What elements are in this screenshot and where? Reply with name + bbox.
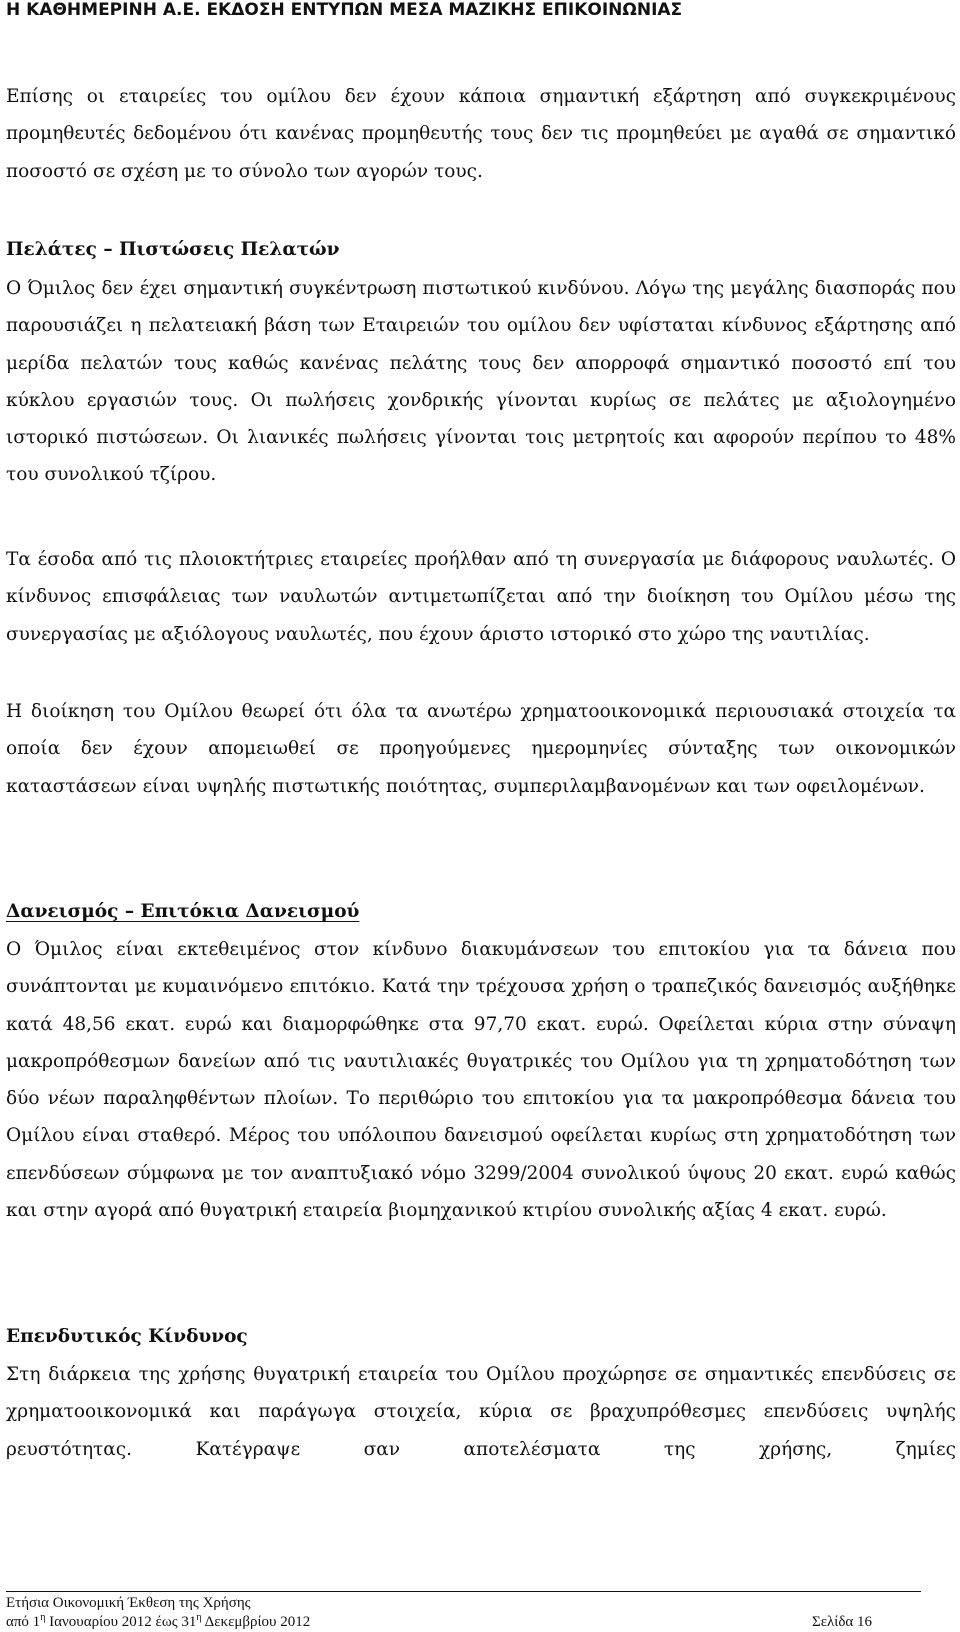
footer-period: από $1^\eta$ Ιανουαρίου 2012 έως $31^\eta$ Δεκεμβρίου 2012 bbox=[6, 1612, 311, 1630]
heading-borrowing-text: Δανεισμός – Επιτόκια Δανεισμού bbox=[6, 901, 360, 922]
paragraph-credit-risk: Ο Όμιλος δεν έχει σημαντική συγκέντρωση πιστωτικού κινδύνου. Λόγω της μεγάλης διασποράς που παρουσιάζει η πελατειακή βάση των Εταιρειών του ομίλου δεν υφίσταται κίνδυνος εξάρτησης από μερίδα πελατών τους καθώς κανένας πελάτης τους δεν απορροφά σημαντικό ποσοστό επί του κύκλου εργασιών τους. Οι πωλήσεις χονδρικής γίνονται κυρίως σε πελάτες με αξιολογημένο ιστορικό πιστώσεων. Οι λιανικές πωλήσεις γίνονται τοις μετρητοίς και αφορούν περίπου το 48% του συνολικού τζίρου. bbox=[6, 278, 956, 486]
footer-period-row bbox=[6, 1613, 956, 1631]
heading-investment-risk: Επενδυτικός Κίνδυνος bbox=[6, 1326, 248, 1347]
heading-customers: Πελάτες – Πιστώσεις Πελατών bbox=[6, 239, 340, 260]
paragraph-financial-assets: Η διοίκηση του Ομίλου θεωρεί ότι όλα τα ανωτέρω χρηματοοικονομικά περιουσιακά στοιχεία τα οποία δεν έχουν απομειωθεί σε προηγούμενες ημερομηνίες σύνταξης των οικονομικών καταστάσεων είναι υψηλής πιστωτικής ποιότητας, συμπεριλαμβανομένων και των οφειλομένων. bbox=[6, 701, 956, 797]
heading-borrowing bbox=[6, 893, 359, 930]
page-header: Η ΚΑΘΗΜΕΡΙΝΗ Α.Ε. ΕΚΔΟΣΗ ΕΝΤΥΠΩΝ ΜΕΣΑ ΜΑΖΙΚΗΣ ΕΠΙΚΟΙΝΩΝΙΑΣ bbox=[6, 0, 683, 20]
footer-divider bbox=[6, 1591, 921, 1592]
paragraph-charterers: Τα έσοδα από τις πλοιοκτήτριες εταιρείες προήλθαν από τη συνεργασία με διάφορους ναυλωτές. Ο κίνδυνος επισφάλειας των ναυλωτών αντιμετωπίζεται από την διοίκηση του Ομίλου μέσω της συνεργασίας με αξιόλογους ναυλωτές, που έχουν άριστο ιστορικό στο χώρο της ναυτιλίας. bbox=[6, 549, 956, 645]
page-number: Σελίδα 16 bbox=[811, 1614, 872, 1630]
paragraph-interest-rates: Ο Όμιλος είναι εκτεθειμένος στον κίνδυνο διακυμάνσεων του επιτοκίου για τα δάνεια που συνάπτονται με κυμαινόμενο επιτόκιο. Κατά την τρέχουσα χρήση ο τραπεζικός δανεισμός αυξήθηκε κατά 48,56 εκατ. ευρώ και διαμορφώθηκε στα 97,70 εκατ. ευρώ. Οφείλεται κύρια στην σύναψη μακροπρόθεσμων δανείων από τις ναυτιλιακές θυγατρικές του Ομίλου για τη χρηματοδότηση των δύο νέων παραληφθέντων πλοίων. Το περιθώριο του επιτοκίου για τα μακροπρόθεσμα δάνεια του Ομίλου είναι σταθερό. Μέρος του υπόλοιπου δανεισμού οφείλεται κυρίως στη χρηματοδότηση των επενδύσεων σύμφωνα με τον αναπτυξιακό νόμο 3299/2004 συνολικού ύψους 20 εκατ. ευρώ καθώς και στην αγορά από θυγατρική εταιρεία βιομηχανικού κτιρίου συνολικής αξίας 4 εκατ. ευρώ. bbox=[6, 939, 956, 1222]
footer-report-title: Ετήσια Οικονομική Έκθεση της Χρήσης bbox=[6, 1595, 251, 1611]
paragraph-suppliers: Επίσης οι εταιρείες του ομίλου δεν έχουν κάποια σημαντική εξάρτηση από συγκεκριμένους προμηθευτές δεδομένου ότι κανένας προμηθευτής τους δεν τις προμηθεύει με αγαθά σε σημαντικό ποσοστό σε σχέση με το σύνολο των αγορών τους. bbox=[6, 86, 956, 182]
paragraph-investments: Στη διάρκεια της χρήσης θυγατρική εταιρεία του Ομίλου προχώρησε σε σημαντικές επενδύσεις σε χρηματοοικονομικά και παράγωγα στοιχεία, κύρια σε βραχυπρόθεσμες επενδύσεις υψηλής ρευστότητας. Κατέγραψε σαν αποτελέσματα της χρήσης, ζημίες bbox=[6, 1364, 956, 1460]
